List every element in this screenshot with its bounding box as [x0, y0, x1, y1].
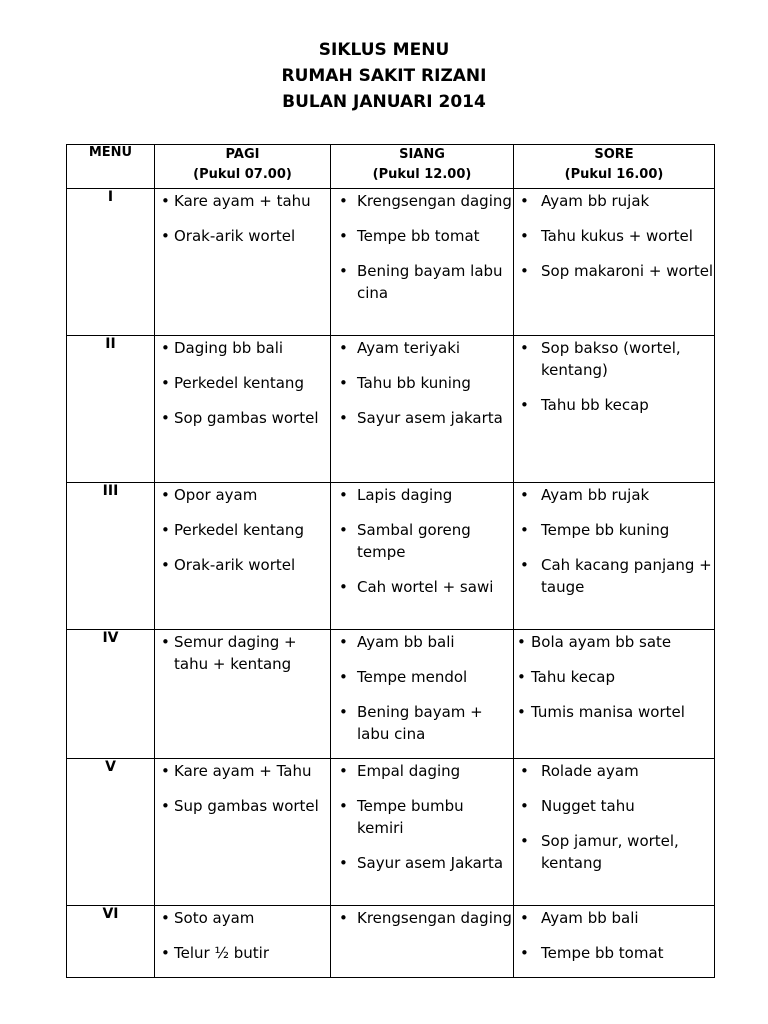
siang-dish-list — [331, 190, 513, 304]
dish-item: • Ayam teriyaki — [331, 337, 513, 359]
dish-item: • Soto ayam — [155, 907, 330, 929]
pagi-cell — [155, 483, 331, 630]
document-title — [0, 37, 768, 115]
header-sore-time: (Pukul 16.00) — [564, 167, 664, 182]
siang-cell — [331, 630, 514, 759]
title-line-1: SIKLUS MENU — [318, 40, 450, 60]
dish-item: • Telur ½ butir — [155, 942, 330, 964]
dish-item: • Tempe bb tomat — [331, 225, 513, 247]
title-line-2: RUMAH SAKIT RIZANI — [281, 66, 487, 86]
dish-item: • Sup gambas wortel — [155, 795, 330, 817]
dish-item: • Sop bakso (wortel, kentang) — [514, 337, 714, 381]
dish-item: • Perkedel kentang — [155, 372, 330, 394]
menu-number: V — [67, 759, 155, 906]
pagi-dish-list — [155, 190, 330, 247]
dish-item: • Semur daging + tahu + kentang — [155, 631, 330, 675]
sore-dish-list — [514, 337, 714, 416]
dish-item: • Opor ayam — [155, 484, 330, 506]
sore-dish-list — [514, 484, 714, 598]
dish-item: • Krengsengan daging — [331, 907, 513, 929]
header-pagi-time: (Pukul 07.00) — [193, 167, 292, 182]
siang-cell — [331, 483, 514, 630]
dish-item: • Empal daging — [331, 760, 513, 782]
dish-item: • Tempe bb kuning — [514, 519, 714, 541]
pagi-cell — [155, 906, 331, 978]
dish-item: • Sayur asem jakarta — [331, 407, 513, 429]
sore-cell — [514, 906, 715, 978]
pagi-cell — [155, 336, 331, 483]
siang-cell — [331, 336, 514, 483]
dish-item: • Ayam bb bali — [331, 631, 513, 653]
pagi-dish-list — [155, 760, 330, 817]
siang-dish-list — [331, 907, 513, 929]
dish-item: • Bening bayam + labu cina — [331, 701, 513, 745]
dish-item: • Ayam bb rujak — [514, 484, 714, 506]
header-sore-label: SORE — [594, 147, 634, 162]
pagi-cell — [155, 759, 331, 906]
dish-item: • Tahu bb kuning — [331, 372, 513, 394]
menu-number: VI — [67, 906, 155, 978]
dish-item: • Tahu kecap — [514, 666, 714, 688]
siang-dish-list — [331, 631, 513, 745]
table-row — [67, 189, 715, 336]
dish-item: • Kare ayam + tahu — [155, 190, 330, 212]
table-row — [67, 759, 715, 906]
dish-item: • Tempe bumbu kemiri — [331, 795, 513, 839]
dish-item: • Tahu kukus + wortel — [514, 225, 714, 247]
sore-dish-list — [514, 190, 714, 282]
dish-item: • Orak-arik wortel — [155, 554, 330, 576]
dish-item: • Ayam bb rujak — [514, 190, 714, 212]
menu-number: III — [67, 483, 155, 630]
siang-cell — [331, 906, 514, 978]
header-siang-label: SIANG — [399, 147, 445, 162]
sore-cell — [514, 759, 715, 906]
table-row — [67, 906, 715, 978]
menu-number: II — [67, 336, 155, 483]
dish-item: • Tahu bb kecap — [514, 394, 714, 416]
siang-cell — [331, 759, 514, 906]
table-row — [67, 336, 715, 483]
pagi-dish-list — [155, 337, 330, 429]
sore-dish-list — [514, 760, 714, 874]
dish-item: • Bening bayam labu cina — [331, 260, 513, 304]
dish-item: • Sop gambas wortel — [155, 407, 330, 429]
pagi-cell — [155, 189, 331, 336]
header-menu: MENU — [67, 145, 155, 189]
table-row — [67, 483, 715, 630]
dish-item: • Rolade ayam — [514, 760, 714, 782]
dish-item: • Lapis daging — [331, 484, 513, 506]
pagi-dish-list — [155, 907, 330, 964]
siang-cell — [331, 189, 514, 336]
table-row — [67, 630, 715, 759]
siang-dish-list — [331, 337, 513, 429]
menu-table-body — [67, 189, 715, 978]
sore-cell — [514, 189, 715, 336]
sore-cell — [514, 336, 715, 483]
dish-item: • Kare ayam + Tahu — [155, 760, 330, 782]
menu-number: IV — [67, 630, 155, 759]
header-sore — [514, 145, 715, 189]
sore-cell — [514, 630, 715, 759]
dish-item: • Orak-arik wortel — [155, 225, 330, 247]
dish-item: • Perkedel kentang — [155, 519, 330, 541]
sore-dish-list — [514, 907, 714, 964]
dish-item: • Daging bb bali — [155, 337, 330, 359]
menu-cycle-table — [66, 144, 715, 978]
dish-item: • Cah kacang panjang + tauge — [514, 554, 714, 598]
siang-dish-list — [331, 760, 513, 874]
dish-item: • Sayur asem Jakarta — [331, 852, 513, 874]
header-pagi — [155, 145, 331, 189]
dish-item: • Krengsengan daging — [331, 190, 513, 212]
sore-cell — [514, 483, 715, 630]
pagi-dish-list — [155, 631, 330, 675]
dish-item: • Ayam bb bali — [514, 907, 714, 929]
header-pagi-label: PAGI — [225, 147, 260, 162]
dish-item: • Tumis manisa wortel — [514, 701, 714, 723]
dish-item: • Sop makaroni + wortel — [514, 260, 714, 282]
title-line-3: BULAN JANUARI 2014 — [282, 92, 486, 112]
dish-item: • Tempe mendol — [331, 666, 513, 688]
sore-dish-list — [514, 631, 714, 723]
header-siang — [331, 145, 514, 189]
pagi-dish-list — [155, 484, 330, 576]
pagi-cell — [155, 630, 331, 759]
dish-item: • Sop jamur, wortel, kentang — [514, 830, 714, 874]
dish-item: • Tempe bb tomat — [514, 942, 714, 964]
menu-number: I — [67, 189, 155, 336]
dish-item: • Sambal goreng tempe — [331, 519, 513, 563]
dish-item: • Bola ayam bb sate — [514, 631, 714, 653]
header-siang-time: (Pukul 12.00) — [372, 167, 472, 182]
dish-item: • Cah wortel + sawi — [331, 576, 513, 598]
dish-item: • Nugget tahu — [514, 795, 714, 817]
siang-dish-list — [331, 484, 513, 598]
